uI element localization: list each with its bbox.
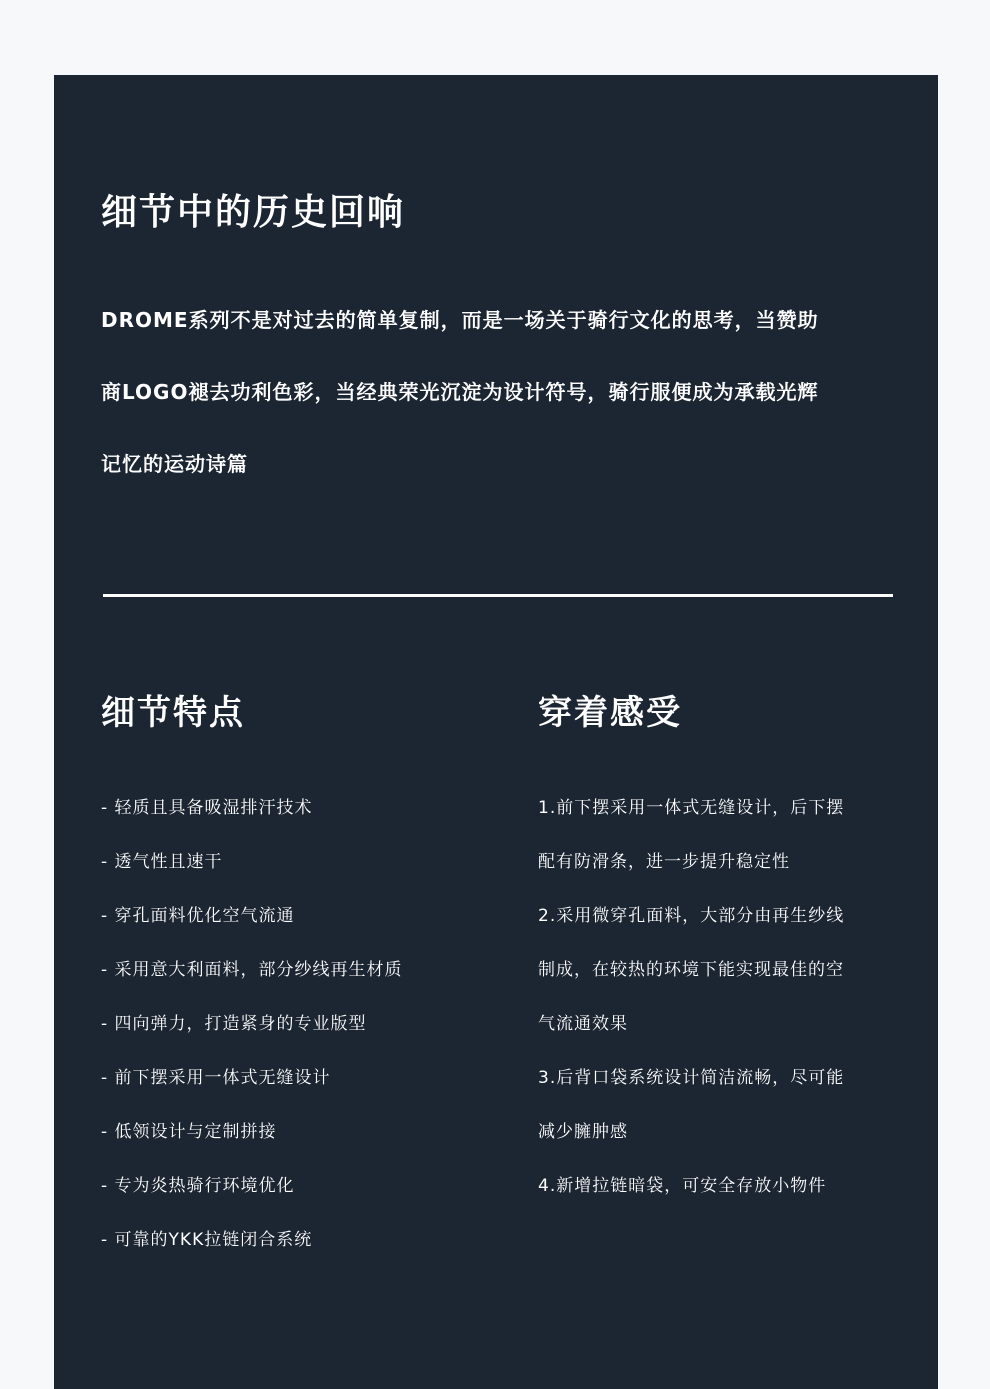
feature-item: - 专为炎热骑行环境优化 bbox=[101, 1176, 295, 1196]
history-line: 商LOGO褪去功利色彩，当经典荣光沉淀为设计符号，骑行服便成为承载光辉 bbox=[101, 380, 819, 404]
feel-line: 2.采用微穿孔面料，大部分由再生纱线 bbox=[538, 906, 845, 926]
feel-line: 减少臃肿感 bbox=[538, 1122, 628, 1142]
history-line: DROME系列不是对过去的简单复制，而是一场关于骑行文化的思考，当赞助 bbox=[101, 308, 819, 332]
section-divider bbox=[103, 594, 893, 597]
feel-line: 配有防滑条，进一步提升稳定性 bbox=[538, 852, 790, 872]
content-panel bbox=[54, 75, 938, 1389]
feel-line: 4.新增拉链暗袋，可安全存放小物件 bbox=[538, 1176, 827, 1196]
feel-line: 1.前下摆采用一体式无缝设计，后下摆 bbox=[538, 798, 845, 818]
feel-heading: 穿着感受 bbox=[538, 693, 682, 733]
feel-line: 制成，在较热的环境下能实现最佳的空 bbox=[538, 960, 844, 980]
history-line: 记忆的运动诗篇 bbox=[101, 452, 248, 476]
feature-item: - 前下摆采用一体式无缝设计 bbox=[101, 1068, 331, 1088]
features-list bbox=[101, 781, 501, 1267]
history-heading: 细节中的历史回响 bbox=[101, 192, 406, 233]
feature-item: - 轻质且具备吸湿排汗技术 bbox=[101, 798, 313, 818]
feature-item: - 四向弹力，打造紧身的专业版型 bbox=[101, 1014, 367, 1034]
feel-list bbox=[538, 781, 883, 1213]
history-paragraph bbox=[101, 284, 901, 500]
features-heading: 细节特点 bbox=[101, 693, 245, 733]
feature-item: - 透气性且速干 bbox=[101, 852, 223, 872]
feature-item: - 低领设计与定制拼接 bbox=[101, 1122, 277, 1142]
feature-item: - 穿孔面料优化空气流通 bbox=[101, 906, 295, 926]
feature-item: - 可靠的YKK拉链闭合系统 bbox=[101, 1230, 313, 1250]
feel-line: 3.后背口袋系统设计简洁流畅，尽可能 bbox=[538, 1068, 845, 1088]
feature-item: - 采用意大利面料，部分纱线再生材质 bbox=[101, 960, 403, 980]
feel-line: 气流通效果 bbox=[538, 1014, 628, 1034]
